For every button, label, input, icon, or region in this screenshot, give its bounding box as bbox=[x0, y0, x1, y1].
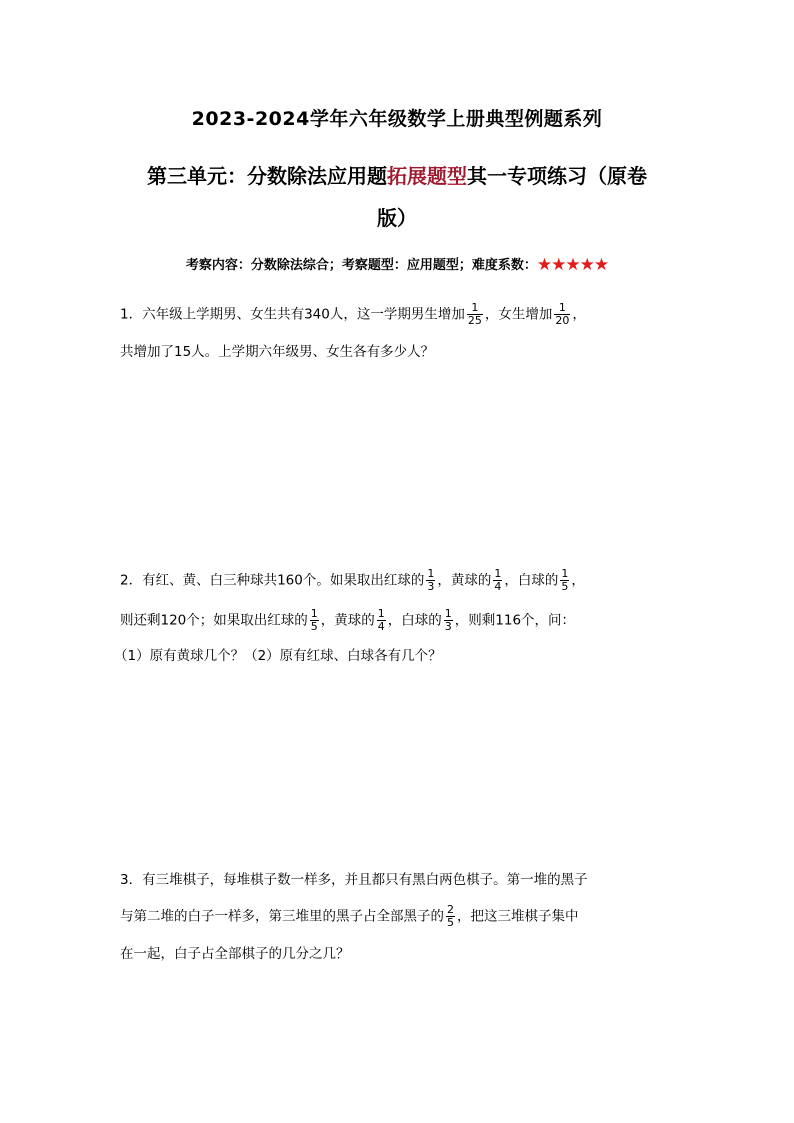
question-3-line-1 bbox=[120, 870, 588, 890]
fraction bbox=[493, 568, 502, 593]
fraction-denominator: 4 bbox=[377, 620, 385, 633]
question-2-text: 有红、黄、白三种球共160个。如果取出红球的 bbox=[142, 572, 425, 589]
question-2-text: ，则剩116个，问： bbox=[454, 612, 576, 629]
unit-title-highlight: 拓展题型 bbox=[387, 164, 467, 188]
question-2-text: ，黄球的 bbox=[437, 572, 492, 589]
page-title: 2023-2024学年六年级数学上册典型例题系列 bbox=[191, 108, 603, 130]
fraction-denominator: 4 bbox=[494, 580, 502, 593]
question-2-text: ，黄球的 bbox=[320, 612, 375, 629]
question-3-text: 与第二堆的白子一样多，第三堆里的黑子占全部黑子的 bbox=[120, 908, 444, 925]
unit-title bbox=[0, 160, 794, 189]
question-3-line-3: 在一起，白子占全部棋子的几分之几？ bbox=[120, 946, 350, 962]
fraction bbox=[554, 302, 570, 327]
question-2-text: ， bbox=[571, 572, 585, 589]
question-3-text: ，把这三堆棋子集中 bbox=[457, 908, 579, 925]
unit-title-part2: 其一专项练习（原卷 bbox=[467, 164, 647, 188]
question-2-text: ，白球的 bbox=[504, 572, 559, 589]
fraction-numerator: 1 bbox=[494, 567, 502, 580]
fraction bbox=[377, 608, 386, 633]
question-2-text: ，白球的 bbox=[387, 612, 442, 629]
fraction-numerator: 1 bbox=[427, 567, 435, 580]
question-2-number: 2． bbox=[120, 572, 143, 589]
fraction-denominator: 3 bbox=[444, 620, 452, 633]
question-1-line-1 bbox=[120, 302, 586, 327]
unit-title-part1: 第三单元：分数除法应用题 bbox=[147, 164, 387, 188]
question-3-line-2 bbox=[120, 904, 579, 929]
fraction-numerator: 1 bbox=[377, 607, 385, 620]
fraction-denominator: 20 bbox=[555, 314, 570, 327]
fraction bbox=[560, 568, 569, 593]
difficulty-stars: ★★★★★ bbox=[536, 255, 609, 275]
question-2-line-2 bbox=[120, 608, 575, 633]
question-1-text: ， bbox=[572, 306, 586, 323]
question-2-line-1 bbox=[120, 568, 585, 593]
question-2-line-3: （1）原有黄球几个？（2）原有红球、白球各有几个？ bbox=[114, 648, 442, 664]
fraction-denominator: 25 bbox=[467, 314, 482, 327]
fraction-numerator: 1 bbox=[310, 607, 318, 620]
fraction bbox=[426, 568, 435, 593]
question-1-text: ，女生增加 bbox=[484, 306, 553, 323]
fraction-numerator: 1 bbox=[444, 607, 452, 620]
fraction bbox=[446, 904, 455, 929]
fraction-denominator: 5 bbox=[310, 620, 318, 633]
fraction-numerator: 1 bbox=[554, 302, 570, 315]
unit-title-line2: 版） bbox=[377, 206, 417, 230]
fraction bbox=[467, 302, 483, 327]
fraction-numerator: 1 bbox=[561, 567, 569, 580]
fraction-denominator: 3 bbox=[427, 580, 435, 593]
question-1-text: 六年级上学期男、女生共有340人，这一学期男生增加 bbox=[142, 306, 465, 323]
question-1-number: 1． bbox=[120, 306, 143, 323]
fraction-denominator: 5 bbox=[447, 916, 454, 929]
fraction bbox=[310, 608, 319, 633]
fraction-numerator: 1 bbox=[467, 302, 483, 315]
question-3-number: 3． bbox=[120, 872, 143, 888]
question-1-line-2: 共增加了15人。上学期六年级男、女生各有多少人？ bbox=[120, 344, 435, 360]
exam-info bbox=[0, 254, 794, 275]
fraction bbox=[444, 608, 453, 633]
question-2-text: 则还剩120个；如果取出红球的 bbox=[120, 612, 308, 629]
fraction-numerator: 2 bbox=[447, 903, 454, 916]
exam-info-text: 考察内容：分数除法综合；考察题型：应用题型；难度系数： bbox=[185, 258, 537, 273]
fraction-denominator: 5 bbox=[561, 580, 569, 593]
question-3-text: 有三堆棋子，每堆棋子数一样多，并且都只有黑白两色棋子。第一堆的黑子 bbox=[142, 872, 588, 888]
